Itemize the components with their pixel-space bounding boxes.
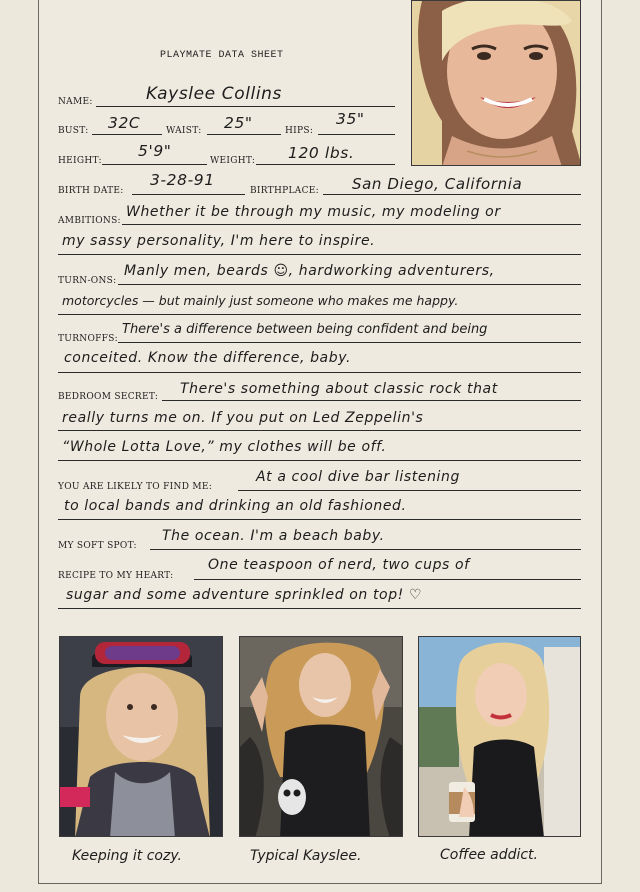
ambitions-line-1	[122, 224, 581, 225]
soft-spot-label: MY SOFT SPOT:	[58, 541, 137, 551]
find-me-text-1: At a cool dive bar listening	[256, 469, 461, 485]
bedroom-secret-line-2	[58, 430, 581, 431]
turn-ons-line-1	[118, 284, 581, 285]
name-value: Kayslee Collins	[146, 84, 282, 104]
turnoffs-line-1	[118, 342, 581, 343]
recipe-text-2: sugar and some adventure sprinkled on top! ♡	[66, 587, 423, 603]
birthplace-value: San Diego, California	[352, 175, 523, 193]
hips-value: 35"	[336, 110, 365, 128]
recipe-line-2	[58, 608, 581, 609]
portrait-photo	[411, 0, 581, 166]
bedroom-secret-line-3	[58, 460, 581, 461]
hips-line	[318, 134, 395, 135]
ambitions-text-2: my sassy personality, I'm here to inspire.	[62, 233, 376, 249]
bedroom-secret-text-2: really turns me on. If you put on Led Zeppelin's	[62, 410, 424, 426]
recipe-label: RECIPE TO MY HEART:	[58, 571, 174, 581]
birthplace-label: BIRTHPLACE:	[250, 186, 319, 196]
caption-photo-1: Keeping it cozy.	[72, 848, 182, 864]
birth-date-value: 3-28-91	[150, 171, 215, 189]
recipe-text-1: One teaspoon of nerd, two cups of	[208, 557, 470, 573]
turn-ons-text-1: Manly men, beards ☺, hardworking adventurers,	[124, 263, 495, 279]
birthplace-line	[323, 194, 581, 195]
bust-label: BUST:	[58, 126, 89, 136]
ambitions-text-1: Whether it be through my music, my modeling or	[126, 204, 501, 220]
turnoffs-label: TURNOFFS:	[58, 334, 119, 344]
caption-photo-3: Coffee addict.	[440, 847, 538, 863]
weight-line	[256, 164, 395, 165]
name-line	[96, 106, 395, 107]
bedroom-secret-text-1: There's something about classic rock that	[180, 381, 498, 397]
find-me-label: YOU ARE LIKELY TO FIND ME:	[58, 482, 213, 492]
turn-ons-label: TURN-ONS:	[58, 276, 117, 286]
height-label: HEIGHT:	[58, 156, 102, 166]
recipe-line-1	[194, 579, 581, 580]
turnoffs-line-2	[58, 372, 581, 373]
turnoffs-text-2: conceited. Know the difference, baby.	[64, 350, 352, 366]
weight-label: WEIGHT:	[210, 156, 256, 166]
bedroom-secret-text-3: “Whole Lotta Love,” my clothes will be off.	[62, 439, 387, 455]
photo-coffee	[418, 636, 581, 837]
find-me-text-2: to local bands and drinking an old fashioned.	[64, 498, 407, 514]
waist-label: WAIST:	[166, 126, 202, 136]
soft-spot-line	[150, 549, 581, 550]
turnoffs-text-1: There's a difference between being confident and being	[122, 322, 488, 337]
turn-ons-line-2	[58, 314, 581, 315]
birth-date-line	[132, 194, 245, 195]
bedroom-secret-label: BEDROOM SECRET:	[58, 392, 159, 402]
caption-photo-2: Typical Kayslee.	[250, 848, 362, 864]
turn-ons-text-2: motorcycles — but mainly just someone who makes me happy.	[62, 293, 459, 308]
ambitions-label: AMBITIONS:	[58, 216, 121, 226]
ambitions-line-2	[58, 254, 581, 255]
birth-date-label: BIRTH DATE:	[58, 186, 124, 196]
photo-cozy	[59, 636, 223, 837]
waist-value: 25"	[224, 114, 253, 132]
height-line	[102, 164, 207, 165]
bedroom-secret-line-1	[162, 400, 581, 401]
bust-value: 32C	[108, 114, 141, 132]
find-me-line-1	[238, 490, 581, 491]
find-me-line-2	[58, 519, 581, 520]
bust-line	[92, 134, 162, 135]
waist-line	[207, 134, 281, 135]
height-value: 5'9"	[138, 142, 172, 160]
weight-value: 120 lbs.	[288, 144, 355, 162]
photo-typical	[239, 636, 403, 837]
sheet-title: PLAYMATE DATA SHEET	[160, 50, 284, 61]
name-label: NAME:	[58, 97, 93, 107]
hips-label: HIPS:	[285, 126, 314, 136]
soft-spot-value: The ocean. I'm a beach baby.	[162, 528, 385, 544]
